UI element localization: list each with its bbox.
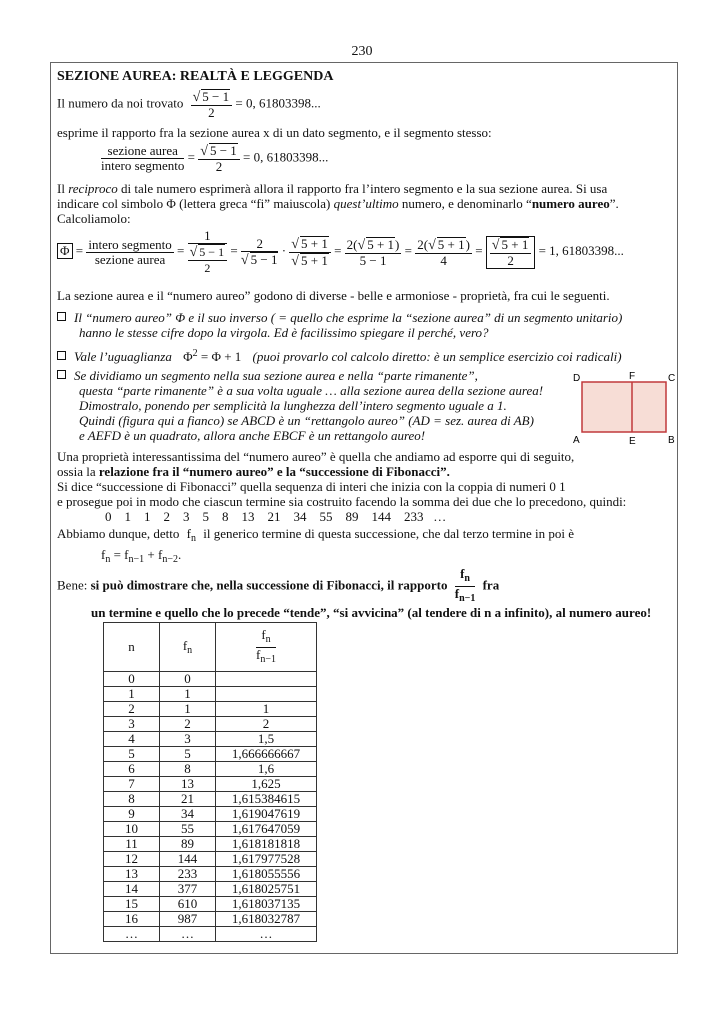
cell-ratio <box>216 672 317 687</box>
cell-n: 2 <box>104 702 160 717</box>
cell-fn: 610 <box>160 897 216 912</box>
cell-ratio: 1,617977528 <box>216 852 317 867</box>
table-row <box>104 687 317 702</box>
ratio-frac-num: 5 − 1 <box>209 143 237 158</box>
fib-line3: Si dice “successione di Fibonacci” quella sequenza di interi che inizia con la coppia di numeri 0 1 <box>57 479 566 494</box>
cell-fn: 21 <box>160 792 216 807</box>
intro-formula <box>57 89 321 120</box>
cell-ratio: 1,619047619 <box>216 807 317 822</box>
bullet-3-line2: questa “parte rimanente” è a sua volta uguale … alla sezione aurea della sezione aurea! <box>79 383 544 398</box>
checkbox-bullet-icon <box>57 312 66 321</box>
label-c: C <box>668 373 675 384</box>
cell-fn: 1 <box>160 687 216 702</box>
table-row <box>104 762 317 777</box>
cell-n: 15 <box>104 897 160 912</box>
cell-n: … <box>104 927 160 942</box>
ratio-denominator: intero segmento <box>101 158 185 173</box>
cell-fn: 987 <box>160 912 216 927</box>
cell-ratio: 1 <box>216 702 317 717</box>
cell-fn: 5 <box>160 747 216 762</box>
ratio-numerator: sezione aurea <box>101 144 184 159</box>
bullet-1-line2: hanno le stesse cifre dopo la virgola. Ed è facilissimo spiegare il perché, vero? <box>79 325 489 340</box>
intro-line2: esprime il rapporto fra la sezione aurea x di un dato segmento, e il segmento stesso: <box>57 125 492 140</box>
cell-n: 13 <box>104 867 160 882</box>
cell-fn: 2 <box>160 717 216 732</box>
cell-fn: 55 <box>160 822 216 837</box>
fib-line5: Abbiamo dunque, detto $f_n$ il generico termine di questa successione, che dal terzo termine in poi è <box>57 526 574 544</box>
section-title: SEZIONE AUREA: REALTÀ E LEGGENDA <box>57 69 334 84</box>
cell-fn: 13 <box>160 777 216 792</box>
header-n: n <box>104 623 160 672</box>
bullet-2: Vale l’uguaglianza $\Phi^2 = \Phi + 1$ (puoi provarlo col calcolo diretto: è un semplice esercizio coi radicali) <box>57 346 622 364</box>
page-number: 230 <box>351 44 373 59</box>
intro-lead: Il numero da noi trovato <box>57 95 184 111</box>
cell-n: 9 <box>104 807 160 822</box>
label-e: E <box>629 436 636 447</box>
table-row <box>104 672 317 687</box>
cell-fn: 377 <box>160 882 216 897</box>
reciprocal-line2: indicare col simbolo Φ (lettera greca “fi” maiuscola) quest’ultimo numero, e denominarlo “numero aureo”. <box>57 196 619 211</box>
cell-fn: 89 <box>160 837 216 852</box>
cell-ratio: 1,625 <box>216 777 317 792</box>
bullet-1: Il “numero aureo” Φ e il suo inverso ( = quello che esprime la “sezione aurea” di un segmento unitario) <box>57 310 622 325</box>
cell-ratio: … <box>216 927 317 942</box>
label-f: F <box>629 371 636 382</box>
table-row <box>104 822 317 837</box>
rectangle-abcd <box>582 382 666 432</box>
properties-intro: La sezione aurea e il “numero aureo” godono di diverse - belle e armoniose - proprietà, fra cui le seguenti. <box>57 288 610 303</box>
fib-line1: Una proprietà interessantissima del “numero aureo” è quella che andiamo ad esporre qui di seguito, <box>57 449 575 464</box>
label-d: D <box>573 373 581 384</box>
golden-rectangle-figure <box>571 367 675 447</box>
checkbox-bullet-icon <box>57 370 66 379</box>
cell-fn: 144 <box>160 852 216 867</box>
bullet-3-line5: e AEFD è un quadrato, allora anche EBCF è un rettangolo aureo! <box>79 428 426 443</box>
bullet-3-line4: Quindi (figura qui a fianco) se ABCD è un “rettangolo aureo” (AD = sez. aurea di AB) <box>79 413 534 428</box>
phi-result: = 1, 61803398... <box>538 242 624 258</box>
table-header <box>104 623 317 672</box>
table-row <box>104 897 317 912</box>
table-row <box>104 807 317 822</box>
cell-ratio: 2 <box>216 717 317 732</box>
cell-fn: 1 <box>160 702 216 717</box>
frac-denominator: 2 <box>208 105 215 120</box>
table-row <box>104 717 317 732</box>
fib-line7: un termine e quello che lo precede “tende”, “si avvicina” (al tendere di n a infinito), al numero aureo! <box>91 605 652 620</box>
cell-n: 14 <box>104 882 160 897</box>
cell-n: 6 <box>104 762 160 777</box>
phi-formula: Φ = $\frac{\text{intero segmento}}{\text{sezione aurea}}$ = $\frac{1}{\frac{√ 5 - 1}{2}}$ = $\frac{2}{√ 5 - 1}$ · $\frac{√ 5 + 1}{√ 5 + 1}$ = $\frac{2(√ 5 + 1)}{5 - 1}$ = $\frac{2(√ 5 + 1)}{4}$ = $\frac{√ 5 + 1}{2}$ = 1, 61803398... <box>57 229 624 275</box>
cell-n: 4 <box>104 732 160 747</box>
table-row <box>104 702 317 717</box>
table-row <box>104 792 317 807</box>
cell-ratio: 1,618025751 <box>216 882 317 897</box>
phi-symbol: Φ <box>57 243 73 259</box>
fib-sequence: 0 1 1 2 3 5 8 13 21 34 55 89 144 233 … <box>105 509 447 524</box>
fib-line6: Bene: si può dimostrare che, nella successione di Fibonacci, il rapporto $\frac{f_n}{f_{n-1}}$ fra <box>57 566 500 604</box>
reciprocal-line1: Il reciproco di tale numero esprimerà allora il rapporto fra l’intero segmento e la sua sezione aurea. Si usa <box>57 181 608 196</box>
cell-fn: 34 <box>160 807 216 822</box>
reciprocal-line3: Calcoliamolo: <box>57 211 131 226</box>
table-row <box>104 852 317 867</box>
table-row <box>104 747 317 762</box>
fibonacci-table <box>103 622 317 942</box>
fib-line4: e prosegue poi in modo che ciascun termine sia costruito facendo la somma dei due che lo precedono, quindi: <box>57 494 627 509</box>
checkbox-bullet-icon <box>57 351 66 360</box>
ratio-formula: $\frac{\text{sezione aurea}}{\text{intero segmento}}$ = $\frac{√ 5 - 1}{2}$ = 0, 61803398... <box>101 143 329 174</box>
table-row <box>104 732 317 747</box>
label-b: B <box>668 435 675 446</box>
cell-ratio: 1,615384615 <box>216 792 317 807</box>
cell-fn: 3 <box>160 732 216 747</box>
bullet-3-line3: Dimostralo, ponendo per semplicità la lunghezza dell’intero segmento uguale a 1. <box>79 398 507 413</box>
cell-ratio: 1,618037135 <box>216 897 317 912</box>
cell-n: 7 <box>104 777 160 792</box>
cell-ratio: 1,618181818 <box>216 837 317 852</box>
cell-ratio: 1,617647059 <box>216 822 317 837</box>
table-row <box>104 882 317 897</box>
label-a: A <box>573 435 580 446</box>
cell-n: 12 <box>104 852 160 867</box>
cell-ratio: 1,618032787 <box>216 912 317 927</box>
cell-n: 3 <box>104 717 160 732</box>
cell-n: 0 <box>104 672 160 687</box>
intro-value: = 0, 61803398... <box>235 95 321 111</box>
cell-n: 11 <box>104 837 160 852</box>
cell-ratio: 1,666666667 <box>216 747 317 762</box>
frac-numerator: 5 − 1 <box>202 89 230 104</box>
fib-line2: ossia la relazione fra il “numero aureo” e la “successione di Fibonacci”. <box>57 464 450 479</box>
bullet-3: Se dividiamo un segmento nella sua sezione aurea e nella “parte rimanente”, <box>57 368 478 383</box>
table-row <box>104 912 317 927</box>
ratio-frac-den: 2 <box>215 159 223 174</box>
header-fn: $f_n$ <box>160 623 216 672</box>
table-row <box>104 777 317 792</box>
cell-n: 16 <box>104 912 160 927</box>
fib-recurrence: $f_n = f_{n-1} + f_{n-2}$. <box>101 547 182 565</box>
cell-ratio: 1,6 <box>216 762 317 777</box>
cell-fn: 8 <box>160 762 216 777</box>
cell-fn: 0 <box>160 672 216 687</box>
cell-n: 10 <box>104 822 160 837</box>
cell-ratio: 1,618055556 <box>216 867 317 882</box>
cell-ratio <box>216 687 317 702</box>
cell-fn: 233 <box>160 867 216 882</box>
table-row <box>104 837 317 852</box>
header-ratio: $\frac{f_n}{f_{n-1}}$ <box>216 623 317 672</box>
table-row <box>104 927 317 942</box>
ratio-value: = 0, 61803398... <box>243 149 329 165</box>
cell-n: 8 <box>104 792 160 807</box>
cell-ratio: 1,5 <box>216 732 317 747</box>
table-row <box>104 867 317 882</box>
cell-n: 1 <box>104 687 160 702</box>
golden-section-fraction: $\frac{√ 5 - 1}{2}$ <box>191 89 233 120</box>
cell-n: 5 <box>104 747 160 762</box>
cell-fn: … <box>160 927 216 942</box>
